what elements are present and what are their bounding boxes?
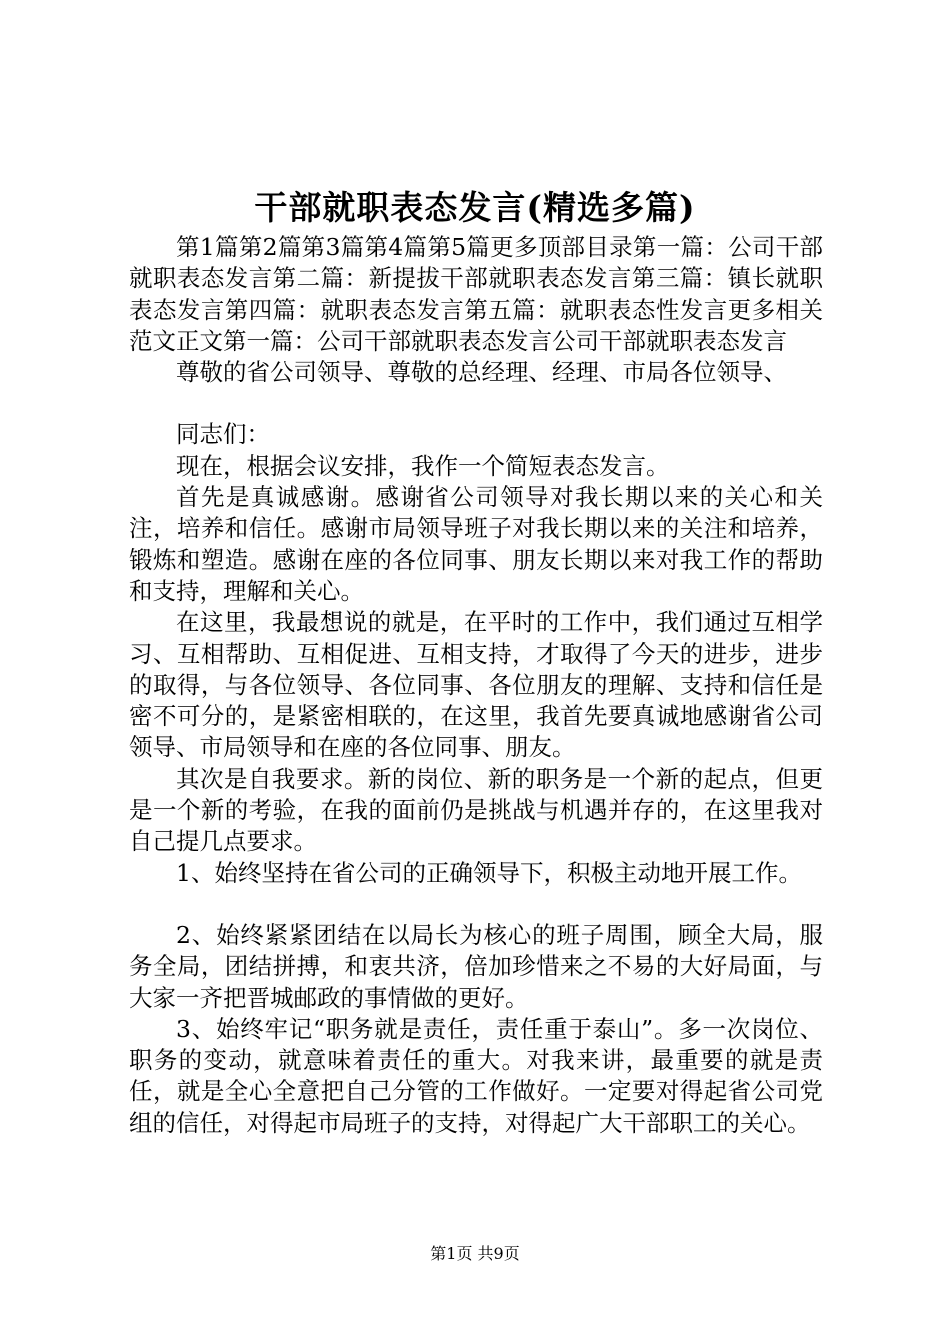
paragraph-here: 在这里，我最想说的就是，在平时的工作中，我们通过互相学习、互相帮助、互相促进、互相支持，才取得了今天的进步，进步的取得，与各位领导、各位同事、各位朋友的理解、支持和信任是密不可分的，是紧密相联的，在这里，我首先要真诚地感谢省公司领导、市局领导和在座的各位同事、朋友。: [129, 608, 823, 762]
document-title: 干部就职表态发言(精选多篇): [254, 188, 696, 227]
paragraph-requirements: 其次是自我要求。新的岗位、新的职务是一个新的起点，但更是一个新的考验，在我的面前仍是挑战与机遇并存的，在这里我对自己提几点要求。: [129, 764, 823, 856]
paragraph-intro: 现在，根据会议安排，我作一个简短表态发言。: [176, 451, 670, 480]
paragraph-point-2: 2、始终紧紧团结在以局长为核心的班子周围，顾全大局，服务全局，团结拼搏，和衷共济，倍加珍惜来之不易的大好局面，与大家一齐把晋城邮政的事情做的更好。: [129, 920, 823, 1012]
paragraph-toc: 第1篇第2篇第3篇第4篇第5篇更多顶部目录第一篇：公司干部就职表态发言第二篇：新提拔干部就职表态发言第三篇：镇长就职表态发言第四篇：就职表态发言第五篇：就职表态性发言更多相关范文正文第一篇：公司干部就职表态发言公司干部就职表态发言: [129, 233, 823, 355]
document-body: [129, 232, 823, 1139]
paragraph-salutation: 尊敬的省公司领导、尊敬的总经理、经理、市局各位领导、: [176, 358, 787, 387]
paragraph-point-3: 3、始终牢记“职务就是责任，责任重于泰山”。多一次岗位、职务的变动，就意味着责任的重大。对我来讲，最重要的就是责任，就是全心全意把自己分管的工作做好。一定要对得起省公司党组的信任，对得起市局班子的支持，对得起广大干部职工的关心。: [129, 1014, 823, 1137]
paragraph-thanks: 首先是真诚感谢。感谢省公司领导对我长期以来的关心和关注，培养和信任。感谢市局领导班子对我长期以来的关注和培养，锻炼和塑造。感谢在座的各位同事、朋友长期以来对我工作的帮助和支持，理解和关心。: [129, 483, 823, 605]
paragraph-point-1: 1、始终坚持在省公司的正确领导下，积极主动地开展工作。: [176, 858, 802, 887]
page-footer: 第1页 共9页: [430, 1244, 520, 1263]
paragraph-greeting: 同志们：: [176, 420, 270, 449]
